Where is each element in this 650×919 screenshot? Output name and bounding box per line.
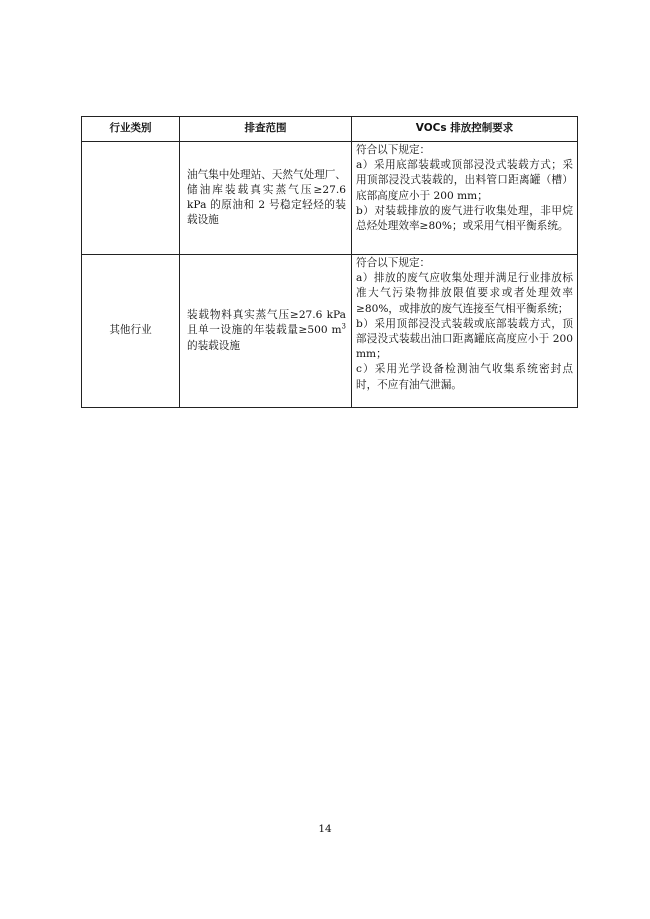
table-row	[82, 255, 578, 408]
superscript-unit: 3	[341, 322, 346, 331]
table-header-row	[82, 117, 578, 142]
requirements-cell	[352, 255, 578, 408]
table-row	[82, 142, 578, 255]
scope-cell	[180, 255, 352, 408]
category-cell	[82, 142, 180, 255]
scope-text: 装载物料真实蒸气压≥27.6 kPa 且单一设施的年装载量≥500 m	[187, 309, 346, 337]
requirement-line: b）采用顶部浸没式装载或底部装载方式，顶部浸没式装载出油口距离罐底高度应小于 200 mm；	[356, 317, 573, 361]
requirement-line: c）采用光学设备检测油气收集系统密封点时，不应有油气泄漏。	[356, 363, 573, 391]
requirements-cell	[352, 142, 578, 255]
requirement-line: 符合以下规定：	[356, 257, 431, 269]
voc-control-table	[81, 116, 578, 408]
header-voc-requirements: VOCs 排放控制要求	[352, 117, 578, 142]
requirement-line: 符合以下规定：	[356, 144, 431, 156]
scope-text-end: 的装载设施	[187, 339, 240, 352]
header-industry-category: 行业类别	[82, 117, 180, 142]
scope-cell: 油气集中处理站、天然气处理厂、储油库装载真实蒸气压≥27.6 kPa 的原油和 2 号稳定轻烃的装载设施	[180, 142, 352, 255]
header-inspection-scope: 排查范围	[180, 117, 352, 142]
requirement-line: a）排放的废气应收集处理并满足行业排放标准大气污染物排放限值要求或者处理效率≥80%，或排放的废气连接至气相平衡系统；	[356, 272, 573, 315]
requirement-line: b）对装载排放的废气进行收集处理，非甲烷总烃处理效率≥80%；或采用气相平衡系统。	[356, 204, 573, 233]
page-number: 14	[318, 823, 332, 835]
requirement-line: a）采用底部装载或顶部浸没式装载方式；采用顶部浸没式装载的，出料管口距离罐（槽）底部高度应小于 200 mm；	[356, 159, 573, 202]
category-cell: 其他行业	[82, 255, 180, 408]
